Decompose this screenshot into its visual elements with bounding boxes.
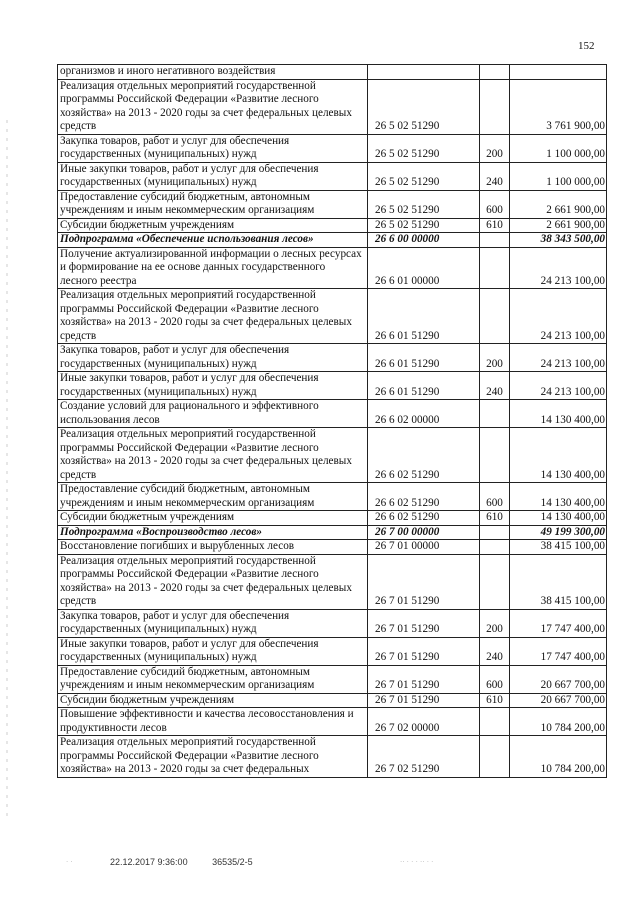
row-sum-cell: 14 130 400,00	[510, 428, 607, 483]
row-csr-cell: 26 7 01 51290	[368, 554, 480, 609]
row-sum-cell: 14 130 400,00	[510, 400, 607, 428]
row-vr-cell: 600	[480, 483, 510, 511]
row-vr-cell: 240	[480, 162, 510, 190]
row-sum-cell: 38 343 500,00	[510, 233, 607, 248]
row-vr-cell	[480, 79, 510, 134]
row-name-cell: Субсидии бюджетным учреждениям	[58, 693, 368, 708]
table-row	[58, 428, 607, 483]
row-vr-cell	[480, 708, 510, 736]
row-csr-cell: 26 6 02 51290	[368, 483, 480, 511]
row-csr-cell: 26 5 02 51290	[368, 162, 480, 190]
table-row	[58, 665, 607, 693]
table-row	[58, 247, 607, 289]
row-csr-cell: 26 6 01 51290	[368, 344, 480, 372]
row-vr-cell: 200	[480, 344, 510, 372]
row-vr-cell: 610	[480, 218, 510, 233]
table-row	[58, 372, 607, 400]
page-number: 152	[578, 40, 595, 52]
row-name-cell: Получение актуализированной информации о лесных ресурсах и формирование на ее основе данных государственного лесного реестра	[58, 247, 368, 289]
row-sum-cell: 2 661 900,00	[510, 190, 607, 218]
row-csr-cell: 26 7 01 51290	[368, 665, 480, 693]
row-name-cell: Создание условий для рационального и эффективного использования лесов	[58, 400, 368, 428]
row-name-cell: Подпрограмма «Воспроизводство лесов»	[58, 525, 368, 540]
row-vr-cell: 240	[480, 372, 510, 400]
budget-table-wrapper	[57, 64, 607, 778]
table-row	[58, 233, 607, 248]
table-row	[58, 190, 607, 218]
row-csr-cell: 26 6 00 00000	[368, 233, 480, 248]
row-name-cell: Иные закупки товаров, работ и услуг для обеспечения государственных (муниципальных) нужд	[58, 637, 368, 665]
row-name-cell: Субсидии бюджетным учреждениям	[58, 511, 368, 526]
row-name-cell: Закупка товаров, работ и услуг для обеспечения государственных (муниципальных) нужд	[58, 344, 368, 372]
table-row	[58, 344, 607, 372]
table-row	[58, 65, 607, 80]
row-csr-cell: 26 7 01 51290	[368, 693, 480, 708]
row-csr-cell: 26 7 01 51290	[368, 609, 480, 637]
table-row	[58, 162, 607, 190]
row-csr-cell: 26 7 02 00000	[368, 708, 480, 736]
row-sum-cell: 1 100 000,00	[510, 134, 607, 162]
row-csr-cell: 26 6 02 00000	[368, 400, 480, 428]
row-vr-cell: 610	[480, 511, 510, 526]
row-vr-cell	[480, 400, 510, 428]
row-name-cell: Закупка товаров, работ и услуг для обеспечения государственных (муниципальных) нужд	[58, 134, 368, 162]
row-vr-cell	[480, 554, 510, 609]
scan-margin-artifact	[6, 120, 8, 820]
row-name-cell: Иные закупки товаров, работ и услуг для обеспечения государственных (муниципальных) нужд	[58, 162, 368, 190]
row-name-cell: организмов и иного негативного воздействия	[58, 65, 368, 80]
row-sum-cell: 24 213 100,00	[510, 247, 607, 289]
row-csr-cell	[368, 65, 480, 80]
row-vr-cell: 600	[480, 190, 510, 218]
row-vr-cell	[480, 540, 510, 555]
table-row	[58, 400, 607, 428]
row-csr-cell: 26 6 02 51290	[368, 511, 480, 526]
budget-table-body	[58, 65, 607, 778]
row-sum-cell: 2 661 900,00	[510, 218, 607, 233]
row-name-cell: Восстановление погибших и вырубленных лесов	[58, 540, 368, 555]
row-csr-cell: 26 7 01 00000	[368, 540, 480, 555]
table-row	[58, 134, 607, 162]
row-sum-cell: 38 415 100,00	[510, 554, 607, 609]
row-sum-cell	[510, 65, 607, 80]
row-name-cell: Реализация отдельных мероприятий государственной программы Российской Федерации «Развитие лесного хозяйства» на 2013 - 2020 годы за счет федеральных	[58, 736, 368, 778]
row-vr-cell: 600	[480, 665, 510, 693]
row-vr-cell: 240	[480, 637, 510, 665]
row-vr-cell	[480, 289, 510, 344]
row-sum-cell: 1 100 000,00	[510, 162, 607, 190]
row-name-cell: Реализация отдельных мероприятий государственной программы Российской Федерации «Развитие лесного хозяйства» на 2013 - 2020 годы за счет федеральных целевых средств	[58, 289, 368, 344]
row-sum-cell: 24 213 100,00	[510, 289, 607, 344]
row-csr-cell: 26 5 02 51290	[368, 79, 480, 134]
row-sum-cell: 38 415 100,00	[510, 540, 607, 555]
row-csr-cell: 26 6 01 51290	[368, 289, 480, 344]
row-name-cell: Реализация отдельных мероприятий государственной программы Российской Федерации «Развитие лесного хозяйства» на 2013 - 2020 годы за счет федеральных целевых средств	[58, 554, 368, 609]
row-name-cell: Предоставление субсидий бюджетным, автономным учреждениям и иным некоммерческим организациям	[58, 190, 368, 218]
table-row	[58, 554, 607, 609]
row-vr-cell: 200	[480, 609, 510, 637]
row-csr-cell: 26 7 02 51290	[368, 736, 480, 778]
row-name-cell: Предоставление субсидий бюджетным, автономным учреждениям и иным некоммерческим организациям	[58, 665, 368, 693]
table-row	[58, 218, 607, 233]
table-row	[58, 483, 607, 511]
row-name-cell: Предоставление субсидий бюджетным, автономным учреждениям и иным некоммерческим организациям	[58, 483, 368, 511]
row-csr-cell: 26 6 01 51290	[368, 372, 480, 400]
row-sum-cell: 20 667 700,00	[510, 693, 607, 708]
row-csr-cell: 26 7 00 00000	[368, 525, 480, 540]
row-csr-cell: 26 5 02 51290	[368, 190, 480, 218]
scan-noise-left: · ·	[66, 858, 73, 866]
row-vr-cell: 200	[480, 134, 510, 162]
row-sum-cell: 24 213 100,00	[510, 372, 607, 400]
row-csr-cell: 26 5 02 51290	[368, 218, 480, 233]
row-sum-cell: 14 130 400,00	[510, 483, 607, 511]
row-sum-cell: 49 199 300,00	[510, 525, 607, 540]
table-row	[58, 289, 607, 344]
row-sum-cell: 10 784 200,00	[510, 736, 607, 778]
row-name-cell: Иные закупки товаров, работ и услуг для обеспечения государственных (муниципальных) нужд	[58, 372, 368, 400]
table-row	[58, 79, 607, 134]
table-row	[58, 637, 607, 665]
row-name-cell: Реализация отдельных мероприятий государственной программы Российской Федерации «Развитие лесного хозяйства» на 2013 - 2020 годы за счет федеральных целевых средств	[58, 79, 368, 134]
footer-datetime: 22.12.2017 9:36:00	[110, 857, 188, 867]
row-name-cell: Субсидии бюджетным учреждениям	[58, 218, 368, 233]
table-row	[58, 708, 607, 736]
row-name-cell: Повышение эффективности и качества лесовосстановления и продуктивности лесов	[58, 708, 368, 736]
scan-noise-right: ·· · · · ·· · ·	[400, 858, 434, 866]
row-vr-cell	[480, 247, 510, 289]
table-row	[58, 511, 607, 526]
row-sum-cell: 17 747 400,00	[510, 609, 607, 637]
row-name-cell: Закупка товаров, работ и услуг для обеспечения государственных (муниципальных) нужд	[58, 609, 368, 637]
row-csr-cell: 26 6 02 51290	[368, 428, 480, 483]
row-vr-cell	[480, 233, 510, 248]
row-vr-cell	[480, 525, 510, 540]
table-row	[58, 693, 607, 708]
table-row	[58, 525, 607, 540]
table-row	[58, 736, 607, 778]
table-row	[58, 540, 607, 555]
footer-doc-code: 36535/2-5	[212, 857, 253, 867]
row-sum-cell: 3 761 900,00	[510, 79, 607, 134]
row-name-cell: Подпрограмма «Обеспечение использования лесов»	[58, 233, 368, 248]
row-sum-cell: 14 130 400,00	[510, 511, 607, 526]
footer	[110, 857, 275, 867]
row-vr-cell: 610	[480, 693, 510, 708]
row-vr-cell	[480, 736, 510, 778]
row-sum-cell: 10 784 200,00	[510, 708, 607, 736]
row-csr-cell: 26 7 01 51290	[368, 637, 480, 665]
row-sum-cell: 24 213 100,00	[510, 344, 607, 372]
row-name-cell: Реализация отдельных мероприятий государственной программы Российской Федерации «Развитие лесного хозяйства» на 2013 - 2020 годы за счет федеральных целевых средств	[58, 428, 368, 483]
budget-table	[57, 64, 607, 778]
row-sum-cell: 20 667 700,00	[510, 665, 607, 693]
row-csr-cell: 26 5 02 51290	[368, 134, 480, 162]
row-vr-cell	[480, 428, 510, 483]
table-row	[58, 609, 607, 637]
row-vr-cell	[480, 65, 510, 80]
row-sum-cell: 17 747 400,00	[510, 637, 607, 665]
row-csr-cell: 26 6 01 00000	[368, 247, 480, 289]
